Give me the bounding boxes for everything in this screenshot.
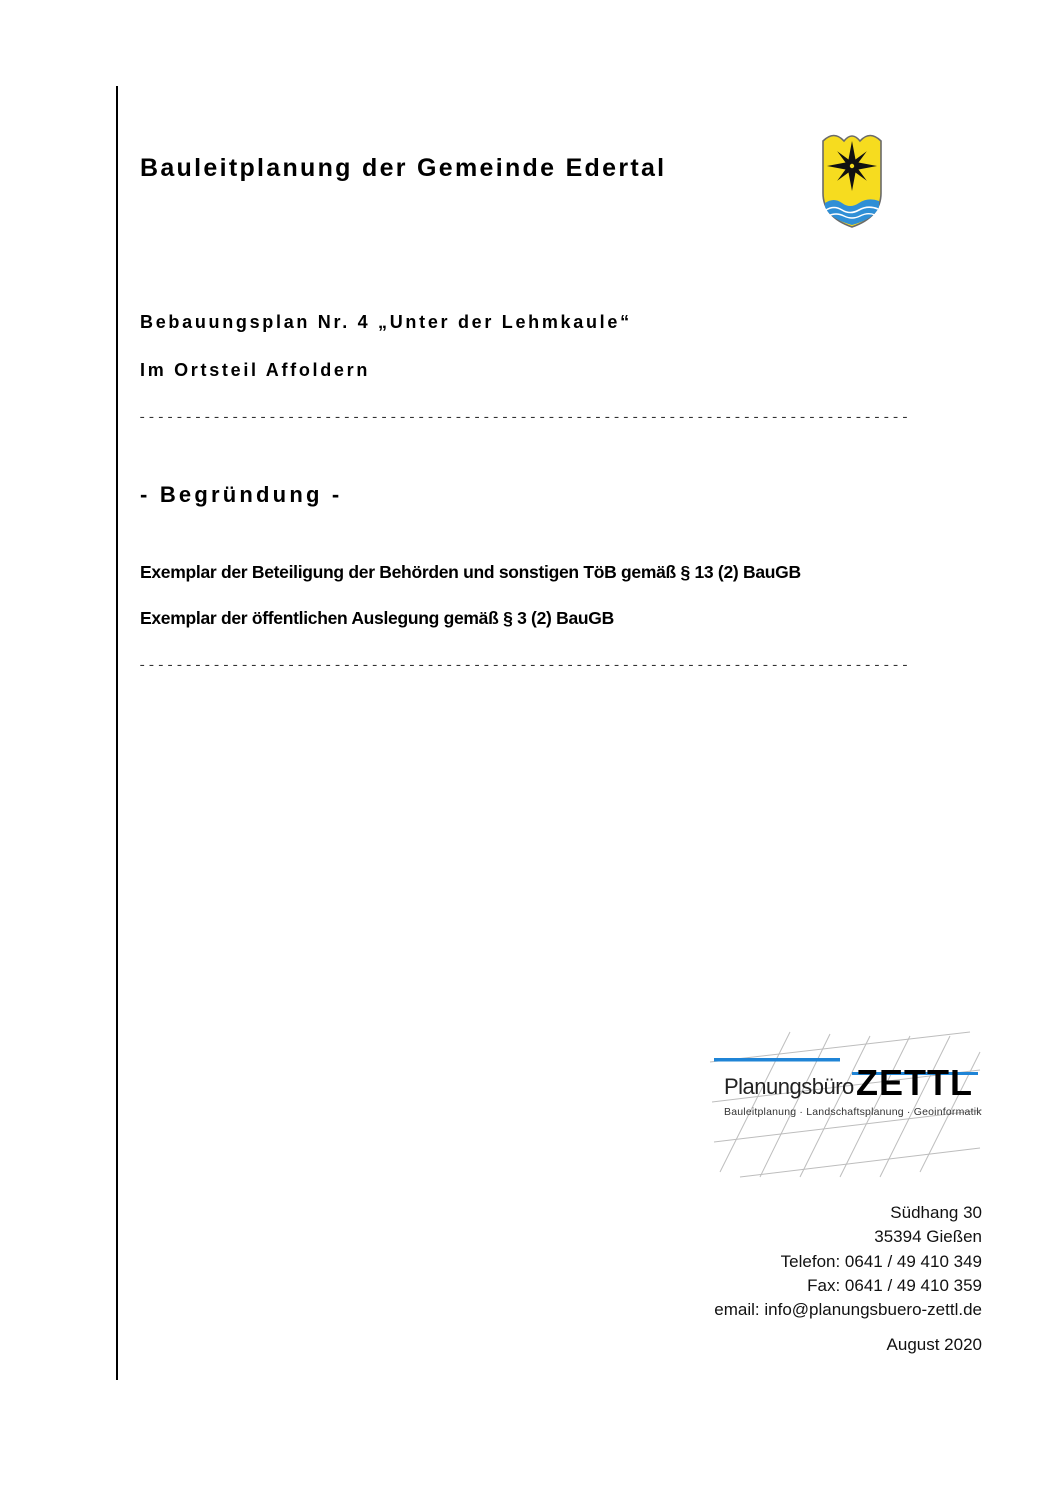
address-block: [714, 1201, 982, 1322]
exemplar-public-display: Exemplar der öffentlichen Auslegung gemäß § 3 (2) BauGB: [140, 608, 614, 628]
coat-of-arms-icon: [820, 127, 884, 229]
plan-district: Im Ortsteil Affoldern: [140, 360, 371, 380]
page-title: Bauleitplanung der Gemeinde Edertal: [140, 154, 667, 182]
section-heading: - Begründung -: [140, 482, 343, 507]
logo-brand: ZETTL: [856, 1062, 973, 1103]
document-date: August 2020: [886, 1335, 982, 1354]
address-street: Südhang 30: [890, 1203, 982, 1222]
dashed-separator: -----------------------------------------------------------------------------------: [138, 658, 911, 674]
address-city: 35394 Gießen: [874, 1227, 982, 1247]
exemplar-participation: Exemplar der Beteiligung der Behörden und sonstigen TöB gemäß § 13 (2) BauGB: [140, 562, 801, 582]
address-phone: Telefon: 0641 / 49 410 349: [780, 1251, 982, 1271]
plan-title: Bebauungsplan Nr. 4 „Unter der Lehmkaule“: [140, 312, 632, 332]
margin-rule: [116, 86, 118, 1380]
logo-tagline: Bauleitplanung · Landschaftsplanung · Geoinformatik: [724, 1106, 982, 1118]
address-email: email: info@planungsbuero-zettl.de: [714, 1300, 982, 1320]
dashed-separator: -----------------------------------------------------------------------------------: [138, 410, 911, 426]
logo-name: Planungsbüro: [724, 1074, 854, 1099]
address-fax: Fax: 0641 / 49 410 359: [807, 1275, 982, 1295]
